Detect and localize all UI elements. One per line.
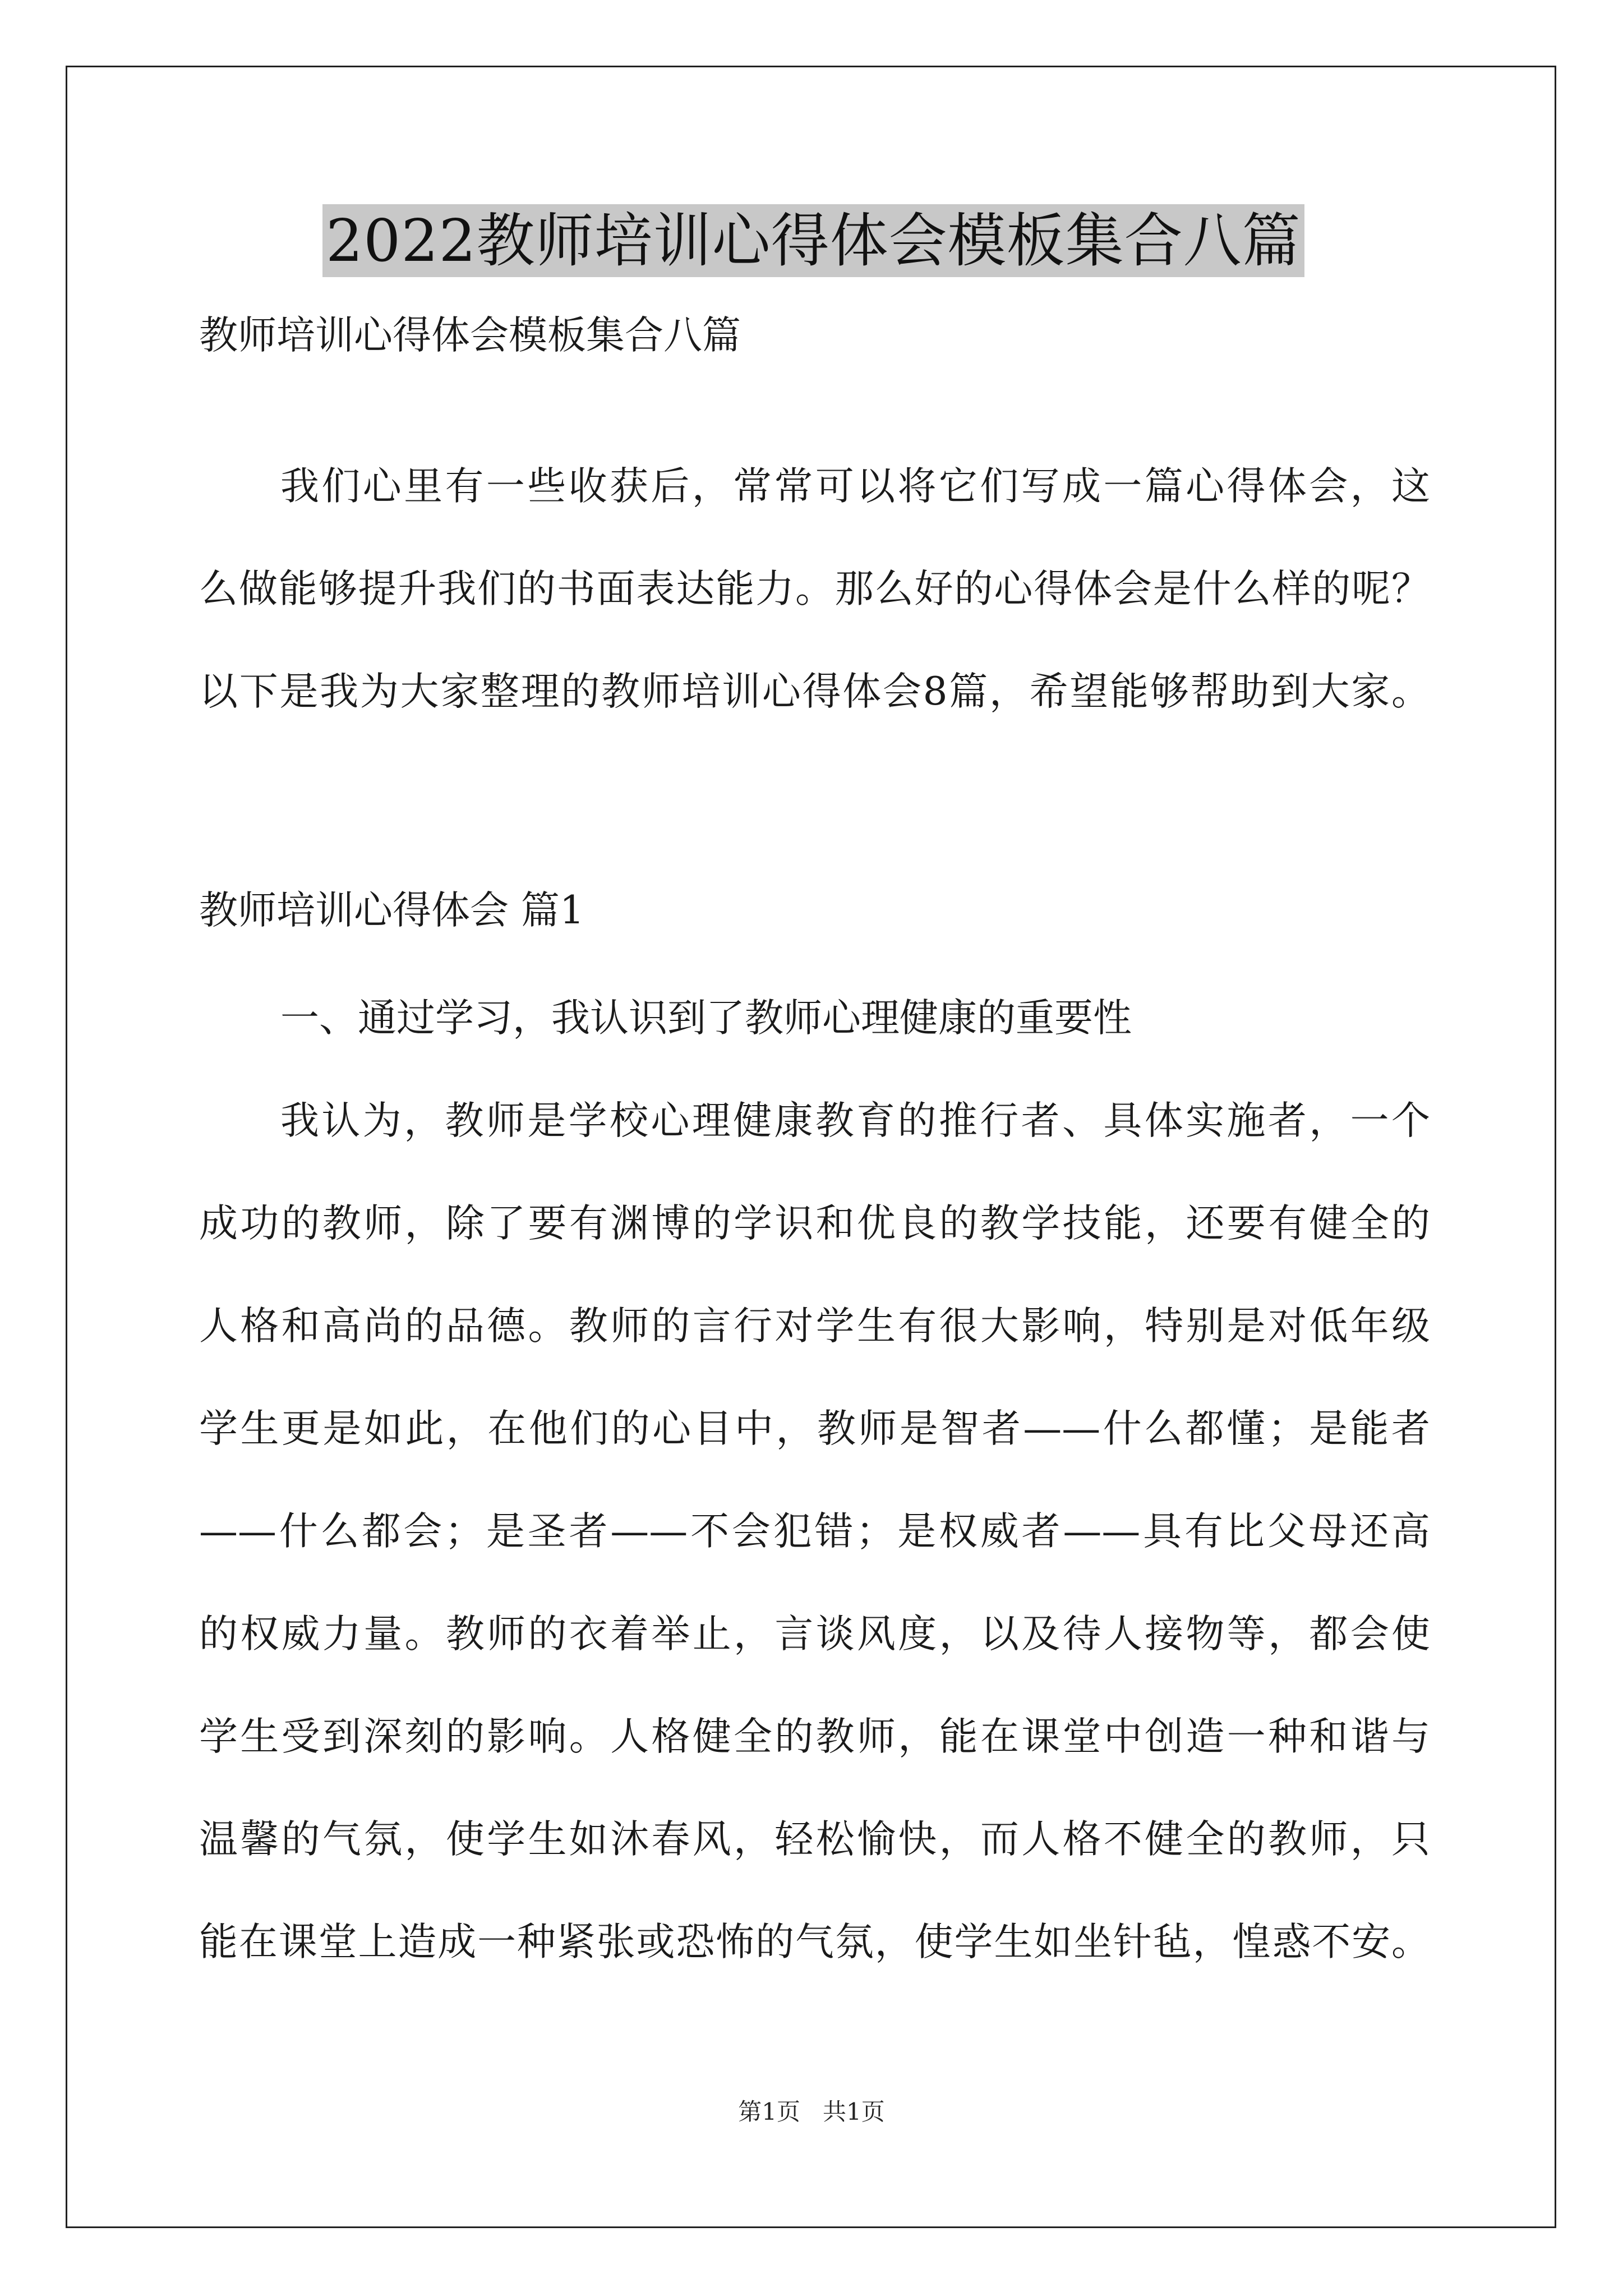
point-heading: 一、通过学习，我认识到了教师心理健康的重要性: [280, 996, 1132, 1041]
body-line-7: 学生受到深刻的影响。人格健全的教师，能在课堂中创造一种和谐与: [199, 1714, 1430, 1759]
page-footer: 第1页 共1页: [738, 2098, 885, 2125]
body-line-2: 成功的教师，除了要有渊博的学识和优良的教学技能，还要有健全的: [199, 1201, 1430, 1246]
intro-line-2: 么做能够提升我们的书面表达能力。那么好的心得体会是什么样的呢？: [199, 567, 1430, 611]
body-line-3: 人格和高尚的品德。教师的言行对学生有很大影响，特别是对低年级: [199, 1304, 1430, 1349]
body-line-4: 学生更是如此，在他们的心目中，教师是智者——什么都懂；是能者: [199, 1406, 1430, 1451]
body-line-6: 的权威力量。教师的衣着举止，言谈风度，以及待人接物等，都会使: [199, 1612, 1430, 1657]
intro-line-3: 以下是我为大家整理的教师培训心得体会8篇，希望能够帮助到大家。: [199, 669, 1430, 714]
document-title: 2022教师培训心得体会模板集合八篇: [322, 204, 1304, 277]
document-subtitle: 教师培训心得体会模板集合八篇: [199, 313, 741, 358]
intro-line-1: 我们心里有一些收获后，常常可以将它们写成一篇心得体会，这: [280, 464, 1430, 509]
body-line-9: 能在课堂上造成一种紧张或恐怖的气氛，使学生如坐针毡，惶惑不安。: [199, 1920, 1430, 1964]
body-line-8: 温馨的气氛，使学生如沐春风，轻松愉快，而人格不健全的教师，只: [199, 1817, 1430, 1862]
section-heading: 教师培训心得体会 篇1: [199, 888, 584, 933]
body-line-5: ——什么都会；是圣者——不会犯错；是权威者——具有比父母还高: [199, 1509, 1430, 1554]
page-border: [66, 66, 1556, 2228]
body-line-1: 我认为，教师是学校心理健康教育的推行者、具体实施者，一个: [280, 1098, 1430, 1143]
